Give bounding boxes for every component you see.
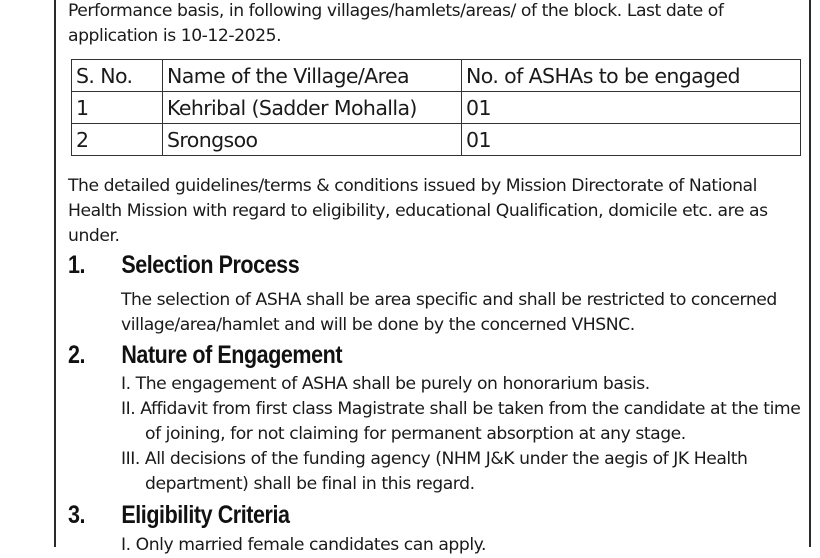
section-number: 2. <box>68 341 86 369</box>
list-item: II. Affidavit from first class Magistrate shall be taken from the candidate at the time of joining, for not claiming for permanent absorption at any stage. <box>121 399 801 444</box>
cell-village: Srongsoo <box>163 124 462 156</box>
list-item: I. Only married female candidates can apply. <box>121 535 486 555</box>
table-row <box>72 92 801 124</box>
section-heading-engagement <box>68 341 342 370</box>
table-row <box>72 124 801 156</box>
section-title: Eligibility Criteria <box>121 501 290 529</box>
intro-paragraph: Performance basis, in following villages/hamlets/areas/ of the block. Last date of application is 10-12-2025. <box>68 1 724 46</box>
cell-sno: 1 <box>72 92 163 124</box>
selection-process-text: The selection of ASHA shall be area specific and shall be restricted to concerned village/area/hamlet and will be done by the concerned VHSNC. <box>121 290 777 335</box>
cell-ashas: 01 <box>462 92 801 124</box>
cell-village: Kehribal (Sadder Mohalla) <box>163 92 462 124</box>
section-number: 3. <box>68 501 86 529</box>
header-ashas: No. of ASHAs to be engaged <box>462 60 801 92</box>
header-village: Name of the Village/Area <box>163 60 462 92</box>
section-heading-selection <box>68 251 299 280</box>
villages-table <box>71 59 801 156</box>
section-title: Selection Process <box>121 251 300 279</box>
section-title: Nature of Engagement <box>121 341 343 369</box>
list-item: I. The engagement of ASHA shall be purely on honorarium basis. <box>121 374 650 394</box>
cell-ashas: 01 <box>462 124 801 156</box>
list-item: III. All decisions of the funding agency (NHM J&K under the aegis of JK Health department) shall be final in this regard. <box>121 449 748 494</box>
cell-sno: 2 <box>72 124 163 156</box>
engagement-list <box>121 372 811 497</box>
section-number: 1. <box>68 251 86 279</box>
eligibility-list <box>121 533 811 558</box>
guidelines-paragraph: The detailed guidelines/terms & conditions issued by Mission Directorate of National Health Mission with regard to eligibility, educational Qualification, domicile etc. are as under. <box>68 176 768 246</box>
header-sno: S. No. <box>72 60 163 92</box>
table-header-row <box>72 60 801 92</box>
section-heading-eligibility <box>68 501 290 530</box>
